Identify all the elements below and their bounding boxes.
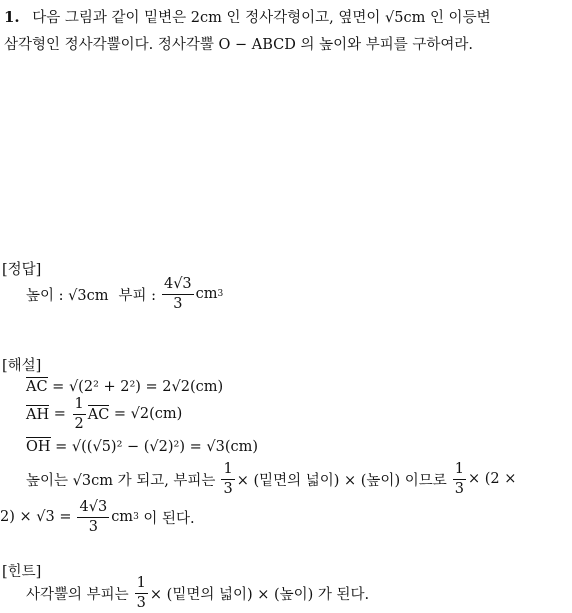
- solution-ah-eq: =: [49, 406, 71, 422]
- fraction-numerator: 4√3: [77, 500, 109, 518]
- hint-heading: [힌트]: [2, 564, 42, 580]
- segment-ac: AC: [26, 379, 48, 395]
- solution-line-ac: [26, 379, 223, 395]
- fraction-numerator: 1: [73, 397, 86, 415]
- fraction-denominator: 3: [454, 480, 464, 497]
- solution-oh-rest: = √((√5)² − (√2)²) = √3(cm): [50, 439, 259, 455]
- solution-line-ah: [26, 397, 182, 431]
- fraction-denominator: 3: [136, 594, 146, 611]
- solution-volume-fraction: [77, 500, 109, 534]
- solution-line-5: [0, 500, 195, 534]
- segment-ah: AH: [26, 407, 50, 423]
- solution-ah-fraction: [73, 397, 86, 431]
- solution-volume-exponent: 3: [133, 512, 139, 522]
- solution-fraction-b: [453, 462, 466, 496]
- fraction-denominator: 2: [74, 415, 84, 432]
- problem-line-1: [4, 6, 491, 27]
- problem-text-2: 삼각형인 정사각뿔이다. 정사각뿔 O − ABCD 의 높이와 부피를 구하여라.: [4, 37, 474, 53]
- fraction-numerator: 1: [453, 462, 466, 480]
- solution-text-5b: 이 된다.: [138, 510, 195, 527]
- problem-text-1: 다음 그림과 같이 밑변은 2cm 인 정사각형이고, 옆면이 √5cm 인 이등변: [32, 10, 491, 26]
- solution-line-oh: [26, 439, 258, 455]
- fraction-numerator: 1: [135, 576, 148, 594]
- problem-number: 1.: [4, 8, 20, 26]
- hint-text-a: 사각뿔의 부피는: [26, 586, 129, 603]
- problem-line-2: [4, 33, 473, 54]
- answer-heading: [정답]: [2, 262, 42, 278]
- fraction-denominator: 3: [88, 518, 98, 535]
- segment-ac-2: AC: [87, 407, 110, 423]
- solution-text-4a: 높이는 √3cm 가 되고, 부피는: [26, 472, 216, 489]
- hint-fraction: [135, 576, 148, 610]
- hint-line: [26, 576, 369, 610]
- solution-text-4c: × (2 ×: [467, 471, 517, 487]
- fraction-numerator: 4√3: [162, 277, 194, 295]
- fraction-denominator: 3: [173, 295, 183, 312]
- solution-text-4b: × (밑면의 넓이) × (높이) 이므로: [236, 472, 447, 489]
- solution-text-5a: 2) × √3 =: [0, 509, 72, 525]
- answer-volume-exponent: 3: [217, 289, 224, 299]
- hint-text-b: × (밑면의 넓이) × (높이) 가 된다.: [149, 586, 370, 603]
- fraction-denominator: 3: [223, 480, 233, 497]
- answer-height: 높이 : √3cm: [26, 287, 109, 304]
- solution-ah-rest: = √2(cm): [109, 406, 183, 422]
- answer-line: [26, 277, 223, 311]
- segment-oh: OH: [26, 439, 51, 455]
- solution-fraction-a: [221, 462, 234, 496]
- answer-volume-label: 부피 :: [118, 287, 156, 304]
- solution-line-4: [26, 462, 516, 496]
- solution-ac-rest: = √(2² + 2²) = 2√2(cm): [47, 379, 224, 395]
- solution-volume-unit: cm: [111, 509, 134, 525]
- solution-heading: [해설]: [2, 358, 42, 374]
- fraction-numerator: 1: [221, 462, 234, 480]
- answer-volume-fraction: [162, 277, 194, 311]
- answer-volume-unit: cm: [195, 286, 218, 302]
